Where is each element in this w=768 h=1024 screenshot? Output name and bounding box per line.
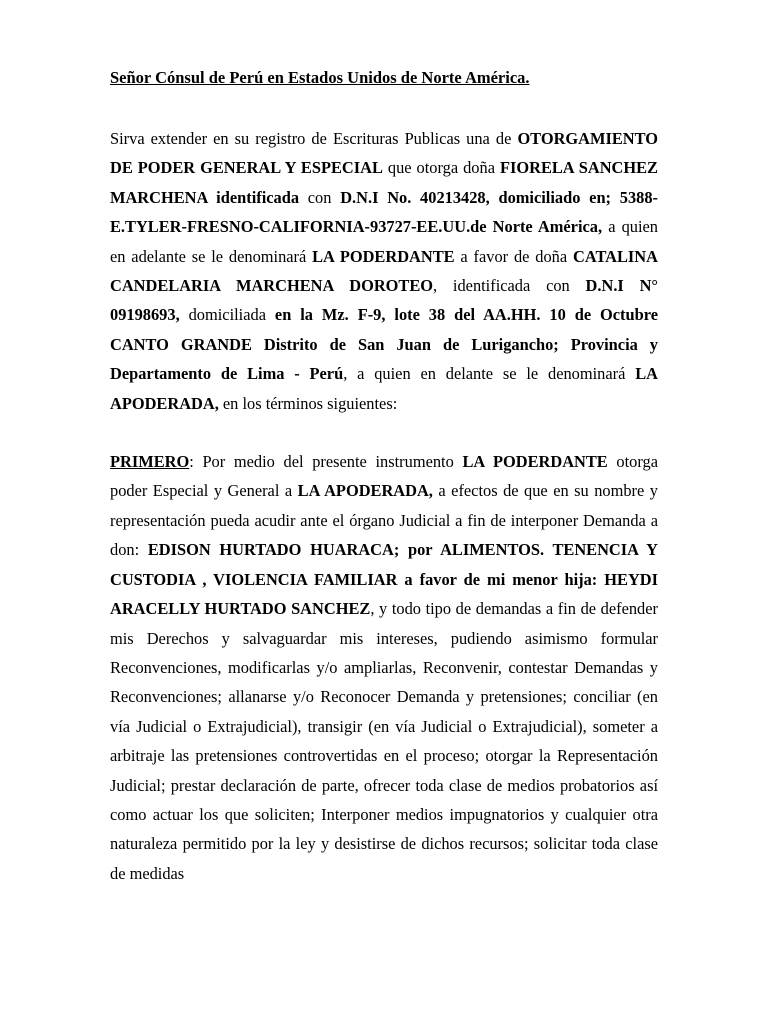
intro-text: Sirva extender en su registro de Escrituras Publicas una de	[110, 129, 518, 148]
intro-text: domiciliada	[179, 305, 275, 325]
clause-bold-text: EDISON HURTADO HUARACA; por ALIMENTOS. TENENCIA Y CUSTODIA , VIOLENCIA FAMILIAR a favor de mi menor hija: HEYDI ARACELLY HURTADO SANCHEZ	[110, 540, 658, 619]
intro-text: , identificada con	[433, 276, 586, 296]
intro-text: en los términos siguientes:	[218, 393, 398, 413]
intro-text: a favor de doña	[454, 246, 573, 266]
intro-bold-text: en la Mz. F-9, lote 38 del AA.HH. 10 de Octubre CANTO GRANDE Distrito de San Juan de Lurigancho; Provincia y Departamento de Lima - Perú	[110, 305, 658, 384]
intro-text: con	[299, 187, 341, 207]
intro-text: , a quien en delante se le denominará	[343, 364, 636, 384]
intro-bold-text: FIORELA SANCHEZ MARCHENA identificada	[110, 158, 658, 207]
clause-bold-text: LA PODERDANTE	[462, 452, 608, 472]
document-page	[110, 66, 658, 888]
intro-bold-text: LA APODERADA,	[110, 364, 658, 413]
clause-text: otorga poder Especial y General a	[110, 452, 658, 501]
clause-text: a efectos de que en su nombre y representación pueda acudir ante el órgano Judicial a fin de interponer Demanda a don:	[110, 481, 658, 560]
intro-bold-text: D.N.I No. 40213428, domiciliado en; 5388-E.TYLER-FRESNO-CALIFORNIA-93727-EE.UU.de Norte América,	[110, 187, 658, 237]
intro-bold-text: CATALINA CANDELARIA MARCHENA DOROTEO	[110, 246, 658, 296]
clause-text: : Por medio del presente instrumento	[189, 452, 463, 472]
intro-text: a quien en adelante se le denominará	[110, 217, 658, 266]
intro-paragraph	[110, 124, 658, 418]
intro-bold-text: D.N.I N° 09198693,	[110, 276, 658, 325]
intro-bold-text: LA PODERDANTE	[312, 246, 455, 266]
clause-bold-text: LA APODERADA,	[297, 481, 433, 501]
document-title: Señor Cónsul de Perú en Estados Unidos de Norte América.	[110, 68, 530, 87]
clause-text: , y todo tipo de demandas a fin de defender mis Derechos y salvaguardar mis intereses, pudiendo asimismo formular Reconvenciones, modificarlas y/o ampliarlas, Reconvenir, contestar Demandas y Reconvenciones; allanarse y/o Reconocer Demanda y pretensiones; conciliar (en vía Judicial o Extrajudicial), transigir (en vía Judicial o Extrajudicial), someter a arbitraje las pretensiones controvertidas en el proceso; otorgar la Representación Judicial; prestar declaración de parte, ofrecer toda clase de medios probatorios así como actuar los que soliciten; Interponer medios impugnatorios y cualquier otra naturaleza permitido por la ley y desistirse de dichos recursos; solicitar toda clase de medidas	[110, 599, 658, 883]
clause-primero-paragraph	[110, 447, 658, 888]
clause-label: PRIMERO	[110, 452, 190, 472]
intro-text: que otorga doña	[382, 158, 500, 178]
intro-bold-text: OTORGAMIENTO DE PODER GENERAL Y ESPECIAL	[110, 129, 658, 178]
